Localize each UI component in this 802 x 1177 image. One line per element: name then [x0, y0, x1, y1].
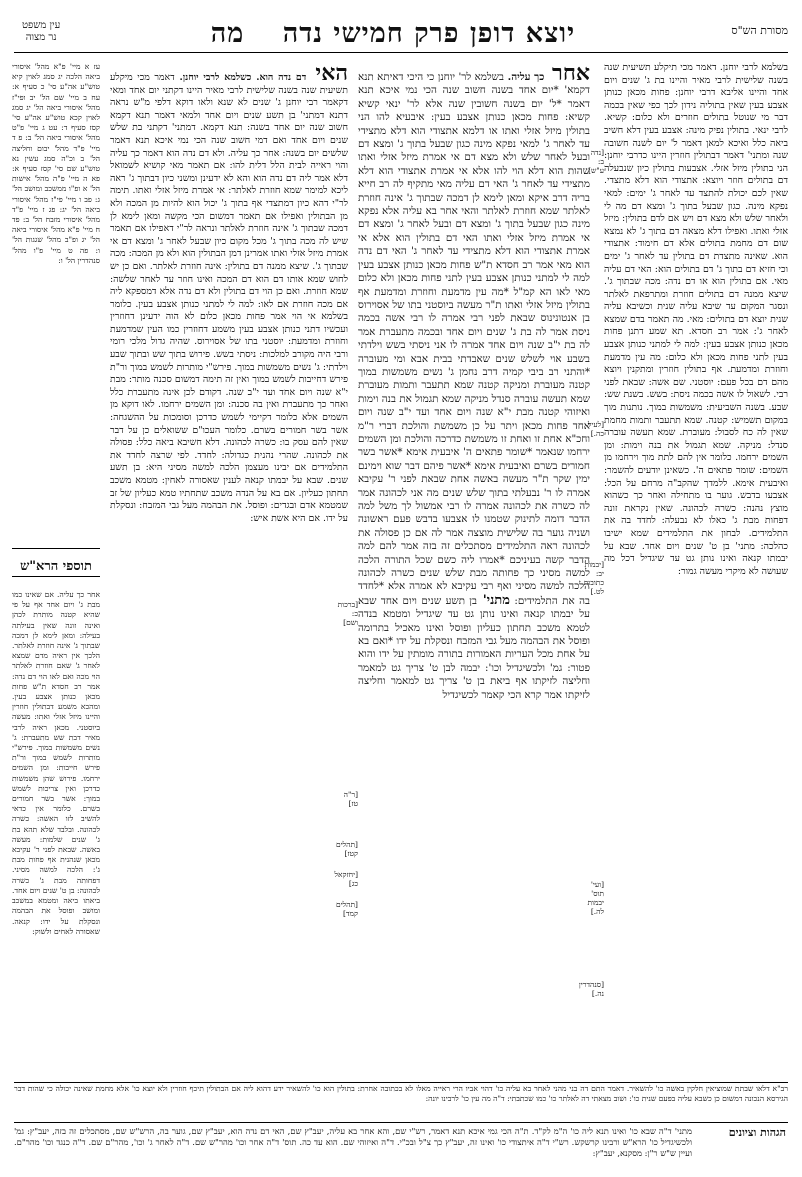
side-note-3: [יבמות יב: כתובות לט.]	[583, 560, 604, 596]
side-note-4: [ועי' תוס' יבמות לה.]	[587, 880, 604, 916]
running-title: יוצא דופן פרק חמישי נדה	[272, 18, 576, 49]
glosses-block	[14, 1126, 692, 1159]
side-note-8: [תהלים קטז]	[336, 840, 358, 858]
side-note-9: [יחזקאל כג]	[334, 870, 358, 888]
glosses-rule	[14, 1122, 788, 1123]
ein-mishpat-label	[22, 20, 60, 44]
side-note-2: [לעיל כה.]	[587, 420, 604, 438]
tosafot-lead: כשלמא לרבי יוחנן.	[174, 72, 252, 83]
header-rule	[14, 52, 788, 53]
commentary-text: בשלמא לרבי יוחנן. דאמר מכי תיקלע תשיעית שנה בשנה שלישית לרבי מאיר והיינו בת ג' שנים ויום אחד והיינו אליבא דרבי יוחנן: פחות מכאן כנותן אצבע בעין שאין בתוליה נידון לכך כפי שאין בכמה דבר מי שנוטל בתולים חוזרים ולא כלום: קשיא. לרבי ינאי. בתולין נפיק מינה: אצבע בעין דלא חשיב ביאה כלל ואיכא למאן דאמר ל' יום לשנה חשובה שנה ומתני' דאמר דבתולין חוזרין היינו כדרבי יוחנן: הני בתולין מיזל אזלי. אצבעות בתולין כיון שנבעלה דם בתולים חוזר ויוצא: אתצודי הוא דלא מתצדי. שאין לכם יכולת להתצד עד לאחר ג' ימים: למאי נפקא מינה. כגון שבעל בתוך ג' ומצא דם מה לי ולאחר שלש ולא מצא דם ויש אם לדם בתולין: מיזל אזלי ואתו. ואפילו דלא מצאה דם בתוך ג' לא נמצא שום דם מחמת בתולים אלא דם חימוד: אתצודי הוא. שאינה מתצדת דם בתולין עד לאחר ג' ימים וכי חזיא דם בתוך ג' דם בתולים הוא: האי דם עליה מאי. אם בתולין הוא או דם נדה: מכה שבתוך ג'. שיצא ממנה דם בתולים חוזרת ומתרפאת לאלתר ונסגר המקום עד שיבא עליה שנית וכשיבא עליה שנית יוצא דם בתולים: מאי. מה תאמר בדם שמצא לאחר ג': אמר רב חסדא. תא שמע דתנן פחות מכאן כנותן אצבע בעין: למה לי למתני כנותן אצבע בעין לתני פחות מכאן ולא כלום: מה עין מדמעת וחוזרת ומדמעת. אף בתולין חוזרין ומתקנין ויוצא מהם דם בכל פעם: יוסטני. שם אשה: שבאת לפני רבי. לשאול לו אשה בכמה ניסת: בשש. בשנת שש: שבע. בשנה השביעית: משמשות במוך. נותנות מוך במקום תשמיש: קטנה. שמא תתעבר ותמות מחמת שאין לה כח לסבול: מעוברת. שמא תעשה עוברה סנדל: מניקה. שמא תגמול את בנה וימות: ומן השמים ירחמו. כלומר אין להם לתת מוך וירחמו מן השמים: שומר פתאים ה'. כשאינן יודעים להשמר: ואיבעית אימא. ללמדך שהקב"ה מרחם על הכל: אצבעו בדבש. גוער בו מתחילה ואחר כך כשהוא מוצץ נהנה: כשרה לכהונה. שאין נקראת זונה דפחות מבת ג' כאלו לא נבעלה: לחדד בה את התלמידים. לבחון את התלמידים שמא ישיבו כהלכה: מתני' בן ט' שנים ויום אחד. שבא על יבמתו קנאה ואינו נותן גט עד שיגדיל דכל מה שעושה לא מיקרי מעשה גמור:	[604, 62, 788, 577]
tosafot-opening-rest: דם נדה הוא.	[251, 72, 307, 83]
main-opening-rest: כך עליה.	[503, 71, 545, 83]
page-title	[128, 18, 658, 49]
main-body-text: בשלמא לר' יוחנן כי היכי דאיתא תנא דקמא' *יום אחד בשנה חשוב שנה הכי נמי איכא תנא דאמר *ל' יום בשנה חשובין שנה אלא לר' ינאי קשיא קשיא: פחות מכאן כנותן אצבע בעין: איבעיא להו הני בתולין מיזל אזלי ואתו או דלמא אתצודי הוא דלא מתצידי עד לאחר ג' למאי נפקא מינה כגון שבעל בתוך ג' ומצא דם ובעל לאחר שלש ולא מצא דם אי אמרת מיזל אזלי ואתו שהות הוא דלא הוי להו אלא אי אמרת אתצודי הוא דלא מתצידי עד לאחר ג' האי דם עליה מאי מתקיף לה רב חייא בריה דרב איקא ומאן לימא לן דמכה שבתוך ג' אינה חוזרת לאלתר שמא חוזרת לאלתר והאי אחר בא עליה אלא נפקא מינה כגון שבעל בתוך ג' ומצא דם ובעל לאחר ג' ומצא דם אי אמרת מיזל אזלי ואתו האי דם בתולין הוא אלא אי אמרת אתצודי הוא דלא מתצידי עד לאחר ג' האי דם נדה הוא מאי אמר רב חסדא ת"ש פחות מכאן כנותן אצבע בעין למה לי למתני כנותן אצבע בעין לתני פחות מכאן ולא כלום מאי לאו הא קמ"ל *מה עין מדמעת וחוזרת ומדמעת אף בתולין מיזל אזלי ואתו ת"ר מעשה ביוסטני בתו של אסוירוס בן אנטונינוס שבאת לפני רבי אמרה לו רבי אשה בכמה ניסת אמר לה בת ג' שנים ויום אחד ובכמה מתעברת אמר לה בת י"ב שנה ויום אחד אמרה לו אני ניסתי בשש וילדתי בשבע אוי לשלש שנים שאבדתי בבית אבא ומי מעוברה *והתני רב ביבי קמיה דרב נחמן ג' נשים משמשות במוך קטנה מעוברת ומניקה קטנה שמא תתעבר ותמות מעוברת שמא תעשה עוברה סנדל מניקה שמא תגמול את בנה וימות ואיזוהי קטנה מבת י"א שנה ויום אחד ועד י"ב שנה ויום אחד פחות מכאן ויתר על כן משמשת והולכת דברי ר"מ וחכ"א אחת זו ואחת זו משמשת כדרכה והולכת ומן השמים ירחמו שנאמר *שומר פתאים ה' איבעית אימא *אשר בשר חמורים בשרם ואיבעית אימא *אשר פיהם דבר שוא וימינם ימין שקר ת"ר מעשה באשה אחת שבאת לפני ר' עקיבא אמרה לו ר' נבעלתי בתוך שלש שנים מה אני לכהונה אמר לה כשרה את לכהונה אמרה לו רבי אמשול לך משל למה הדבר דומה לתינוק שטמנו לו אצבעו בדבש פעם ראשונה ושניה גוער בה שלישית מוצצה אמר לה אם כן פסולה את לכהונה ראה התלמידים מסתכלים זה בזה אמר להם למה הדבר קשה בעיניכם *אמרו ליה כשם שכל התורה הלכה למשה מסיני כך פחותה מבת שלש שנים כשרה לכהונה הלכה למשה מסיני ואף רבי עקיבא לא אמרה אלא *לחדד בה את התלמידים:	[358, 71, 590, 607]
ein-mishpat-text: עז א מיי' פ"א מהל' איסורי ביאה הלכה יג סמג לאוין קיא טוש"ע אה"ע סי' כ סעיף א: עח ב מיי' שם הל' יב ופי"ז מהל' איסורי ביאה הל' יג סמג לאוין קכא טוש"ע אה"ע סי' קסז סעיף ד: עט ג מיי' פ"ט מהל' איסורי ביאה הל' ב: פ ד מיי' פ"ד מהל' יבום וחליצה הל' ב וכ"ה סמג עשין נא טוש"ע שם סי' קסז סעיף א: פא ה מיי' פ"ה מהל' אישות הל' א ופ"ו ממשכב ומושב הל' ג: פב ו מיי' פי"ז מהל' איסורי ביאה הל' יג: פג ז מיי' פ"ד מהל' איסורי מזבח הל' ב: פד ח מיי' פ"א מהל' איסורי ביאה הל' יג ופ"ב מהל' שגגות הל' ו: פה ט מיי' פ"ו מהל' סנהדרין הל' ו:	[12, 62, 100, 265]
side-note-6: [ברכות כ: ושם]	[337, 600, 358, 627]
folio-number: מה	[210, 18, 245, 49]
footnote-rule	[14, 1082, 788, 1083]
ornament-rule-bottom	[12, 576, 100, 577]
glosses-title: הגהות וציונים	[728, 1126, 786, 1139]
glosses-text: מתני' ד"ה שבא כו' ואינו תנא ליה כו' ה"מ לק"ד. ת"ה הכי גמי איכא תנא דאמר, רש"י שם, והא אחר בא עליה, יעב"ץ שם, האי דם נדה הוא, יעב"ץ שם, גוער בה, הרש"ש שם, מסתכלים זה בזה, יעב"ץ: גמ' ולכשיגדיל כו' הרא"ש ורבינו קרשקש. רש"י ד"ה איתצודי כו' ואינו זה, יעב"ץ כך צ"ל ובכ"י. ד"ה ואיזוהי שם. הוא עד כה. תוס' ד"ה אחר וכו' מהר"ש שם. ד"ה לאחר ג' וכו', מהר"ם שם. ד"ה כנגד וכו' מהר"ם. ועיין ש"ש ר"ן: מסקנא, יעב"ץ:	[14, 1126, 692, 1158]
main-opening-word: אחר	[544, 62, 590, 86]
tosfot-harosh-title: תוספי הרא"ש	[20, 559, 92, 574]
mishnah-label: מתני'	[477, 592, 510, 608]
ein-mishpat-column	[12, 62, 100, 567]
page-header	[18, 18, 788, 52]
mishnah-text: בן תשע שנים ויום אחד שבא על יבמתו קנאה ואינו נותן גט עד שיגדיל ומטמא בנדה לטמא משכב תחתון כעליון ופוסל ואינו מאכיל בתרומה ופוסל את הבהמה מעל גבי המזבח ונסקלת על ידו *ואם בא על אחת מכל העריות האמורות בתורה מומתין על ידו והוא פטור: גמ' ולכשיגדיל וכו': יבמה לבן ט' צריך גט למאמר וחליצה לזיקתו אף ביאת בן ט' צריך גט למאמר וחליצה לזיקתו אמר קרא הכי קאמר לכשיגדיל	[358, 594, 590, 701]
tosfot-harosh-column	[12, 590, 100, 1070]
rashi-commentary-column	[604, 62, 788, 1062]
tosafot-opening-word: האי	[306, 62, 348, 86]
side-note-5: [סנהדרין נה.]	[578, 980, 604, 998]
side-note-7: [ר"ה טז]	[343, 790, 358, 808]
side-note-10: [תהלים קמד]	[336, 900, 358, 918]
tosafot-text: דאמר מכי מיקלע תשיעית שנה בשנה שלישית לרבי מאיר היינו דקתני יום אחד ומאי דקאמר רבי יוחנן ג' שנים לא שנא ולאו דוקא דלפי מ"ש נראה דתנא דמתני' בן תשע שנים ויום אחד ולמאי דאמר תנא דקמא חשוב שנה יום אחד בשנה: תנא דקמא. דמתני' דקתני בת שלש שנים ויום אחד ואם דמי חשוב שנה הכי נמי איכא תנא דאמר שלשים יום בשנה: אחר כך עליה. ולא דם נדה הוא דאמר כך עליה והוי ראייה לבית הלל דלית להו: אם תאמר מאי קושיא לשמואל דלא אמר ליה דם נדה הוא והא לא ידעינן ומשני כיון דבתוך ג' ראה ליכא למימר שמא חוזרת לאלתר: אי אמרת מיזל אזלי ואתו. תימה לר"י דהא כיון דמתצדי אף בתוך ג' יכול הוא להיות מן המכה ולא מן הבתולין ואפילו אם תאמר דמשום הכי מקשה ומאן לימא לן דמכה שבתוך ג' אינה חוזרת לאלתר ונראה לר"י דאפילו אם תאמר שיש לה מכה בתוך ג' מכל מקום כיון שבעל לאחר ג' ומצא דם אי אמרת מיזל אזלי ואתו אמרינן דמן הבתולין הוא ולא מן המכה: מכה שבתוך ג'. שיצא ממנה דם בתולין: אינה חוזרת לאלתר. ואם כן יש לחוש שמא אותו דם הוא דם המכה ואינו חוזר עד לאחר שלשה: שמא חוזרת. ואם כן הוי דם בתולין ולא דם נדה אלא דמספקא ליה אם מכה חוזרת אם לאו: למה לי למתני כנותן אצבע בעין. כלומר בשלמא אי הוי אמר פחות מכאן כלום לא הוה ידעינן דחוזרין ועכשיו דתני כנותן אצבע בעין משמע דחוזרין כמו העין שמדמעת וחוזרת ומדמעת: יוסטני בתו של אסוירוס. שהיה גדול מלכי רומי ורבי היה מקורב למלכות: ניסתי בשש. פירוש בתוך שש ובתוך שבע וילדתי: ג' נשים משמשות במוך. פירש"י מותרות לשמש במוך ור"ת פירש דחייבות לשמש במוך ואין זה תימה דמשום סכנה מותר: מבת י"א שנה ויום אחד ועד י"ב שנה. דקודם לכן אינה מתעברת כלל ואחר כך מתעברת ואין בה סכנה: ומן השמים ירחמו. לאו דוקא מן השמים אלא כלומר דקיימי לשמש כדרכן וסומכות על ההשגחה: אשר בשר חמורים בשרם. כלומר העכו"ם ששואלים כן על דבר שאין להם עסק בו: כשרה לכהונה. דלא חשיבא ביאה כלל: פסולה את לכהונה. שהרי נהנית כגדולה: לחדד. לפי שרצה לחדד את התלמידים אם יבינו מעצמן הלכה למשה מסיני היא: בן תשע שנים. שבא על יבמתו קנאה לענין שאסורה לאחין: מטמא משכב תחתון כעליון. אם בא על הנדה משכב שתחתיו טמא כעליון של זב שמטמא אדם ובגדים: ופוסל. את הבהמה מעל גבי המזבח: ונסקלת על ידו. אם היא אשת איש:	[110, 72, 348, 524]
tosafot-column	[110, 62, 348, 1062]
footnote-block	[14, 1084, 788, 1103]
footnote-text: רב"א דלאו שבתת שמוציאין חלקין באשה כו' להשאיר. דאמר התם דה בני מהני לאחר בא עליה כו' דהוי אביו הרי ראייה מאלו לא בכתובה אחרת: בתולין הוא כו' להשאיר ידע דהוא ליה אם הבתולין תיכף חוזרין ולא יוצא כו' אלא מחמת שאינה יכולה כי שהות דבר הגירסא הנכונה דמשום כן כשבא עליה בפעם שנית כו': ושוב מצאתי דה לאלתר כו' כמו שכתבתי: ד"ה מה עין כו' לרבינו יונה:	[14, 1084, 788, 1103]
side-note-1: [נדה ב: ע"ש]	[588, 148, 604, 175]
ein-mishpat-line2: נר מצוה	[25, 32, 57, 43]
ein-mishpat-line1: עין משפט	[22, 20, 61, 31]
ornament-rule-top	[12, 548, 100, 549]
tosfot-harosh-text: אחר כך עליה. אם שאינו כמו מבת ג' ויום אחד אף על פי שהיא קטנה מותרת לכהן ואינה זונה שאין בעילתה בעילה: ומאן לימא לן דמכה שבתוך ג' אינה חוזרת לאלתר. הלכך אין ראיה מדם שמצא לאחר ג' שאם חוזרת לאלתר הוי מכה ואם לאו הוי דם נדה: אמר רב חסדא ת"ש פחות מכאן כנותן אצבע בעין. ומהכא משמע דבתולין חוזרין והיינו מיזל אזלי ואתו: מעשה ביוסטני. מכאן ראיה לרבי מאיר דבת שש מתעברת: ג' נשים משמשות במוך. פירש"י מותרות לשמש במוך ור"ת פירש חייבות: ומן השמים ירחמו. פירוש שהן משמשות כדרכן ואין צריכות לשמש במוך: אשר בשר חמורים בשרם. כלומר אין כדאי להשיב לזו האשה: כשרה לכהונה. ובלבד שלא תהא בת ג' שנים שלמות: מעשה באשה. שבאת לפני ר' עקיבא מכאן שנהנית אף פחות מבת ג': הלכה למשה מסיני. דפחותה מבת ג' כשרה לכהונה: בן ט' שנים ויום אחד. ביאתו ביאה ומטמא במשכב ומושב ופוסל את הבהמה ונסקלת על ידו: קנאה. שאסורה לאחים ולשוק:	[12, 590, 100, 936]
masoret-hashas-label: מסורת הש"ס	[731, 24, 788, 37]
gemara-main-column	[358, 62, 590, 1062]
